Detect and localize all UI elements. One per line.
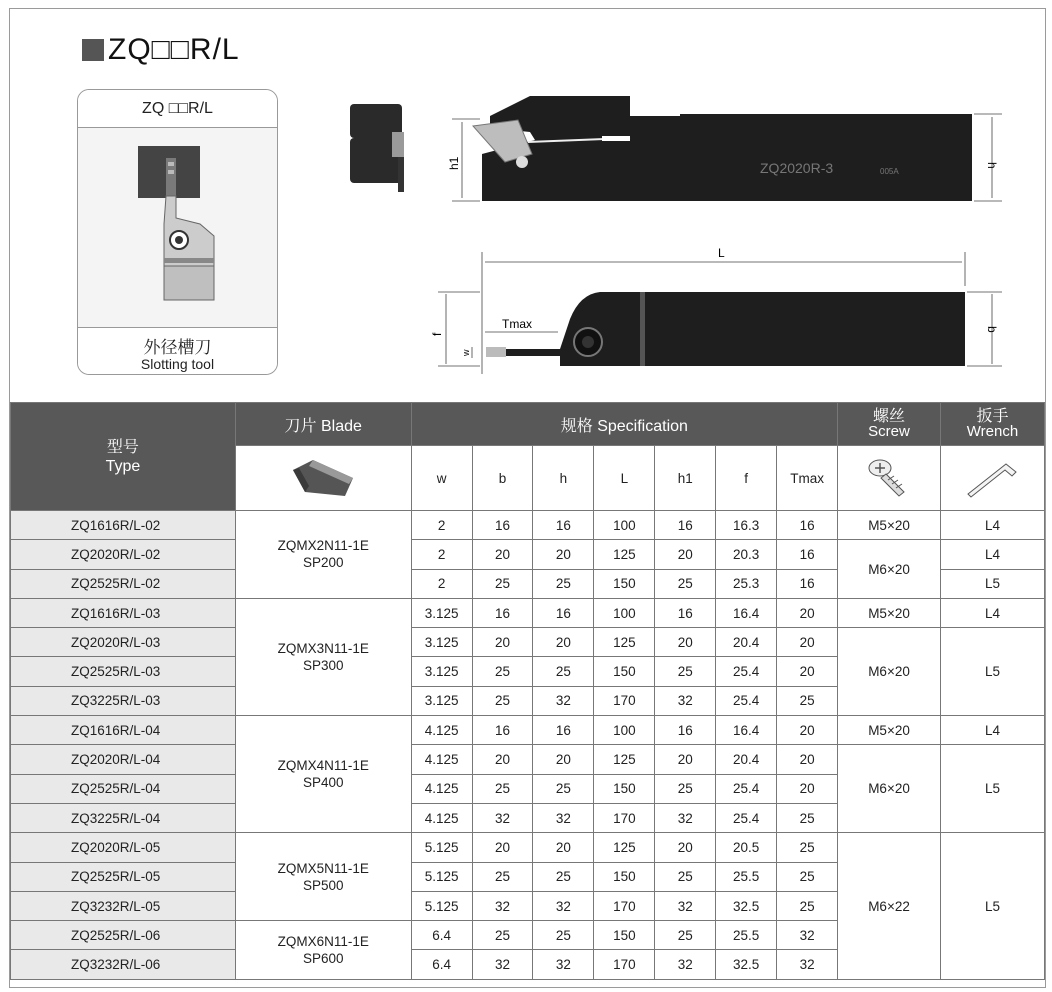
screw-cell: M5×20	[838, 511, 941, 540]
spec-table	[10, 402, 1045, 980]
blade-cell: ZQMX4N11-1E SP400	[235, 716, 411, 833]
wrench-header: 扳手 Wrench	[940, 403, 1044, 446]
blade-image-cell	[235, 446, 411, 511]
wrench-cell: L5	[940, 833, 1044, 979]
wrench-cell: L5	[940, 569, 1044, 598]
tool-name-en: Slotting tool	[140, 356, 215, 372]
dim-w: w	[461, 349, 471, 356]
dim-h: h	[985, 162, 999, 169]
title-square-icon	[82, 39, 104, 61]
screw-cell: M5×20	[838, 598, 941, 627]
blade-header: 刀片 Blade	[235, 403, 411, 446]
wrench-cell: L5	[940, 745, 1044, 833]
dim-Tmax: Tmax	[502, 317, 532, 331]
screw-cell: M5×20	[838, 716, 941, 745]
blade-insert-icon	[283, 452, 363, 502]
table-row: ZQ2525R/L-04 4.125 25 25 150 25 25.4 20	[11, 774, 1045, 803]
col-Tmax: Tmax	[777, 446, 838, 511]
slotting-tool-icon	[78, 128, 277, 328]
dim-b: b	[985, 326, 999, 333]
screw-header: 螺丝 Screw	[838, 403, 941, 446]
hex-wrench-icon	[962, 454, 1022, 500]
catalog-sheet	[9, 8, 1046, 988]
top-view	[430, 246, 1002, 374]
blade-cell: ZQMX2N11-1E SP200	[235, 511, 411, 599]
col-f: f	[716, 446, 777, 511]
table-row: ZQ3232R/L-05 5.125 32 32 170 32 32.5 25	[11, 891, 1045, 920]
table-row: ZQ2525R/L-05 5.125 25 25 150 25 25.5 25	[11, 862, 1045, 891]
col-h1: h1	[655, 446, 716, 511]
table-row: ZQ2020R/L-05 ZQMX5N11-1E SP500 5.125 20 20 125 20 20.5 25 M6×22 L5	[11, 833, 1045, 862]
table-row: ZQ1616R/L-04 ZQMX4N11-1E SP400 4.125 16 16 100 16 16.4 20 M5×20 L4	[11, 716, 1045, 745]
col-b: b	[472, 446, 533, 511]
table-row: ZQ1616R/L-03 ZQMX3N11-1E SP300 3.125 16 16 100 16 16.4 20 M5×20 L4	[11, 598, 1045, 627]
tool-drawings	[340, 94, 1010, 389]
table-row: ZQ2020R/L-04 4.125 20 20 125 20 20.4 20 M6×20 L5	[11, 745, 1045, 774]
side-view	[447, 96, 1002, 201]
wrench-cell: L4	[940, 511, 1044, 540]
table-row: ZQ1616R/L-02 ZQMX2N11-1E SP200 2 16 16 100 16 16.3 16 M5×20 L4	[11, 511, 1045, 540]
col-L: L	[594, 446, 655, 511]
wrench-cell: L4	[940, 540, 1044, 569]
table-row: ZQ3232R/L-06 6.4 32 32 170 32 32.5 32	[11, 950, 1045, 979]
page-title: ZQ□□R/L	[82, 33, 240, 67]
table-row: ZQ2020R/L-02 2 20 20 125 20 20.3 16 M6×20 L4	[11, 540, 1045, 569]
col-w: w	[411, 446, 472, 511]
tool-type-card	[77, 89, 278, 375]
screw-cell: M6×20	[838, 745, 941, 833]
blade-cell: ZQMX6N11-1E SP600	[235, 921, 411, 980]
dim-L: L	[718, 246, 725, 260]
wrench-cell: L4	[940, 598, 1044, 627]
screw-cell: M6×20	[838, 540, 941, 599]
table-row: ZQ2525R/L-03 3.125 25 25 150 25 25.4 20	[11, 657, 1045, 686]
screw-icon	[864, 454, 914, 500]
dim-h1: h1	[447, 156, 461, 170]
wrench-cell: L4	[940, 716, 1044, 745]
table-row: ZQ3225R/L-04 4.125 32 32 170 32 25.4 25	[11, 803, 1045, 832]
screw-cell: M6×20	[838, 628, 941, 716]
blade-cell: ZQMX5N11-1E SP500	[235, 833, 411, 921]
blade-cell: ZQMX3N11-1E SP300	[235, 598, 411, 715]
screw-cell: M6×22	[838, 833, 941, 979]
tool-name-zh: 外径槽刀	[143, 338, 212, 357]
body-marking: ZQ2020R-3	[760, 160, 834, 176]
card-footer	[78, 327, 277, 374]
card-title: ZQ □□R/L	[78, 90, 277, 128]
type-header: 型号 Type	[11, 403, 236, 511]
wrench-image-cell	[940, 446, 1044, 511]
table-row: ZQ3225R/L-03 3.125 25 32 170 32 25.4 25	[11, 686, 1045, 715]
screw-image-cell	[838, 446, 941, 511]
spec-header: 规格 Specification	[411, 403, 837, 446]
end-view	[350, 104, 404, 192]
dim-f: f	[430, 332, 444, 336]
table-row: ZQ2525R/L-06 ZQMX6N11-1E SP600 6.4 25 25 150 25 25.5 32	[11, 921, 1045, 950]
table-row: ZQ2020R/L-03 3.125 20 20 125 20 20.4 20 M6×20 L5	[11, 628, 1045, 657]
col-h: h	[533, 446, 594, 511]
body-marking-small: 005A	[880, 167, 899, 176]
table-row: ZQ2525R/L-02 2 25 25 150 25 25.3 16 L5	[11, 569, 1045, 598]
wrench-cell: L5	[940, 628, 1044, 716]
